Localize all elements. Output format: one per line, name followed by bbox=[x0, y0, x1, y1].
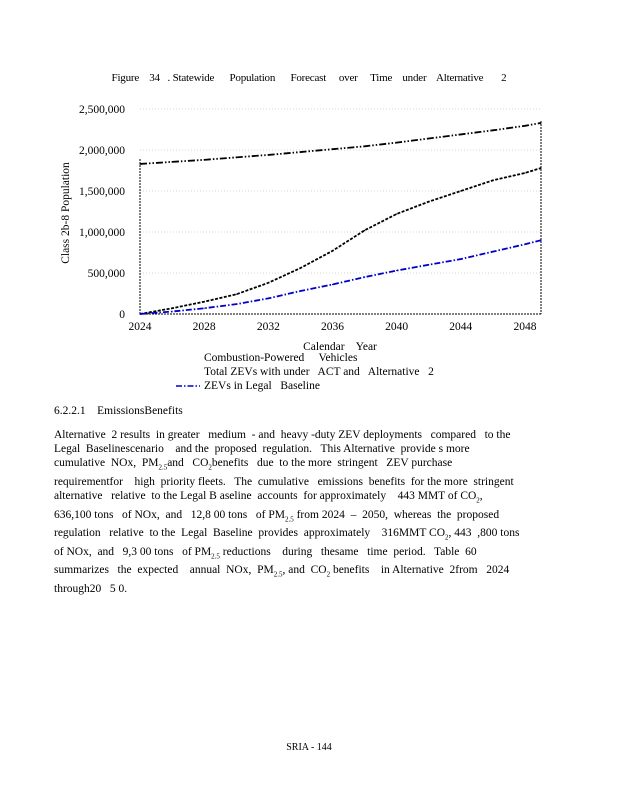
series-point-2 bbox=[492, 251, 493, 252]
series-point-1 bbox=[524, 172, 525, 173]
series-point-2 bbox=[139, 313, 140, 314]
series-line-1 bbox=[140, 168, 541, 314]
series-point-1 bbox=[300, 267, 301, 268]
paragraph-line: Legal Baselinescenario and the proposed regulation. This Alternative provide s more bbox=[54, 443, 470, 456]
y-tick-label: 2,500,000 bbox=[79, 104, 125, 116]
y-tick-label: 0 bbox=[119, 309, 125, 321]
y-tick-label: 500,000 bbox=[87, 268, 125, 280]
x-tick-label: 2048 bbox=[513, 321, 537, 333]
paragraph-line: requirementfor high priority fleets. The cumulative emissions benefits for the more stringent bbox=[54, 475, 514, 488]
series-point-1 bbox=[236, 294, 237, 295]
paragraph-line bbox=[54, 563, 559, 582]
series-point-0 bbox=[524, 125, 525, 126]
series-point-1 bbox=[460, 190, 461, 191]
series-point-1 bbox=[492, 180, 493, 181]
series-point-1 bbox=[540, 167, 541, 168]
text-run: cumulative NOx, PM bbox=[54, 457, 159, 470]
series-point-1 bbox=[428, 201, 429, 202]
text-run: , 443 ,800 tons bbox=[448, 527, 520, 540]
series-point-0 bbox=[139, 163, 140, 164]
series-point-2 bbox=[460, 258, 461, 259]
legend-item-combustion bbox=[176, 351, 434, 365]
series-point-0 bbox=[268, 154, 269, 155]
paragraph-line: through20 5 0. bbox=[54, 582, 128, 595]
series-point-0 bbox=[300, 151, 301, 152]
figure-title: Figure 34 . Statewide Population Forecast over Time under Alternative 2 bbox=[111, 72, 507, 84]
body-paragraph bbox=[54, 428, 559, 596]
paragraph-line bbox=[54, 545, 559, 564]
x-tick-label: 2032 bbox=[256, 321, 280, 333]
series-point-2 bbox=[204, 308, 205, 309]
series-point-2 bbox=[171, 311, 172, 312]
text-run: reductions during thesame time period. Table 60 bbox=[219, 545, 477, 558]
series-point-1 bbox=[396, 213, 397, 214]
legend-item-baseline-zev bbox=[176, 379, 434, 393]
series-point-1 bbox=[204, 301, 205, 302]
text-run: from 2024 – 2050, whereas the proposed bbox=[293, 508, 500, 521]
series-point-0 bbox=[204, 159, 205, 160]
subscript: 2 bbox=[208, 463, 212, 472]
section-title: EmissionsBenefits bbox=[97, 405, 183, 417]
y-tick-label: 1,500,000 bbox=[79, 186, 125, 198]
text-run: summarizes the expected annual NOx, PM bbox=[54, 564, 274, 577]
chart-legend bbox=[176, 351, 434, 393]
section-heading bbox=[54, 405, 183, 417]
text-run: 636,100 tons of NOx, and 12,8 00 tons of PM bbox=[54, 508, 285, 521]
legend-label-combustion: Combustion-Powered Vehicles bbox=[204, 352, 358, 364]
series-line-0 bbox=[140, 123, 541, 164]
series-point-0 bbox=[364, 146, 365, 147]
series-point-1 bbox=[268, 282, 269, 283]
series-point-0 bbox=[460, 134, 461, 135]
chart-gridlines bbox=[140, 109, 541, 273]
chart-y-axis-label: Class 2b-8 Population bbox=[60, 162, 72, 264]
series-point-2 bbox=[332, 284, 333, 285]
series-point-0 bbox=[428, 138, 429, 139]
text-run: alternative relative to the Legal B aseline accounts for approximately 443 MMT of CO bbox=[54, 490, 477, 503]
text-run: , and CO bbox=[282, 564, 327, 577]
series-point-1 bbox=[171, 308, 172, 309]
legend-label-baseline-zev: ZEVs in Legal Baseline bbox=[204, 380, 320, 392]
x-tick-label: 2040 bbox=[385, 321, 409, 333]
series-point-0 bbox=[171, 161, 172, 162]
series-point-0 bbox=[540, 122, 541, 123]
x-tick-label: 2044 bbox=[449, 321, 473, 333]
subscript: 2.5 bbox=[273, 570, 283, 579]
x-tick-label: 2024 bbox=[128, 321, 152, 333]
text-run: benefits in Alternative 2from 2024 bbox=[330, 564, 510, 577]
subscript: 2 bbox=[445, 533, 449, 542]
series-point-2 bbox=[236, 304, 237, 305]
subscript: 2.5 bbox=[158, 463, 168, 472]
population-chart bbox=[0, 0, 618, 360]
series-point-2 bbox=[300, 290, 301, 291]
paragraph-line bbox=[54, 456, 559, 475]
series-point-0 bbox=[492, 130, 493, 131]
subscript: 2.5 bbox=[211, 551, 220, 560]
legend-label-total-zev: Total ZEVs with under ACT and Alternative 2 bbox=[204, 366, 434, 378]
subscript: 2 bbox=[326, 570, 331, 579]
subscript: 2.5 bbox=[284, 514, 294, 523]
series-point-2 bbox=[396, 270, 397, 271]
series-point-0 bbox=[396, 142, 397, 143]
series-point-2 bbox=[524, 244, 525, 245]
chart-series bbox=[139, 122, 541, 314]
y-tick-label: 2,000,000 bbox=[79, 145, 125, 157]
x-tick-label: 2036 bbox=[320, 321, 344, 333]
series-point-2 bbox=[364, 277, 365, 278]
legend-item-total-zev bbox=[176, 365, 434, 379]
series-point-2 bbox=[268, 298, 269, 299]
y-tick-label: 1,000,000 bbox=[79, 227, 125, 239]
paragraph-line bbox=[54, 508, 559, 527]
subscript: 2 bbox=[476, 496, 480, 505]
series-point-2 bbox=[540, 240, 541, 241]
text-run: and CO bbox=[167, 457, 209, 470]
page-number: SRIA - 144 bbox=[286, 742, 332, 753]
text-run: benefits due to the more stringent ZEV purchase bbox=[211, 457, 453, 470]
chart-tick-labels bbox=[79, 104, 537, 333]
section-number: 6.2.2.1 bbox=[54, 405, 86, 417]
series-point-1 bbox=[332, 250, 333, 251]
text-run: of NOx, and 9,3 00 tons of PM bbox=[54, 545, 212, 558]
series-point-0 bbox=[236, 157, 237, 158]
text-run: , bbox=[479, 490, 483, 503]
paragraph-line: Alternative 2 results in greater medium - and heavy -duty ZEV deployments compared to the bbox=[54, 429, 511, 441]
paragraph-line bbox=[54, 526, 559, 545]
text-run: regulation relative to the Legal Baseline provides approximately 316MMT CO bbox=[54, 527, 446, 540]
chart-x-axis-label: Calendar Year bbox=[303, 341, 377, 353]
series-point-1 bbox=[364, 230, 365, 231]
series-point-0 bbox=[332, 149, 333, 150]
paragraph-line bbox=[54, 489, 559, 508]
x-tick-label: 2028 bbox=[192, 321, 216, 333]
series-point-2 bbox=[428, 264, 429, 265]
legend-line-baseline-zev bbox=[176, 382, 200, 390]
